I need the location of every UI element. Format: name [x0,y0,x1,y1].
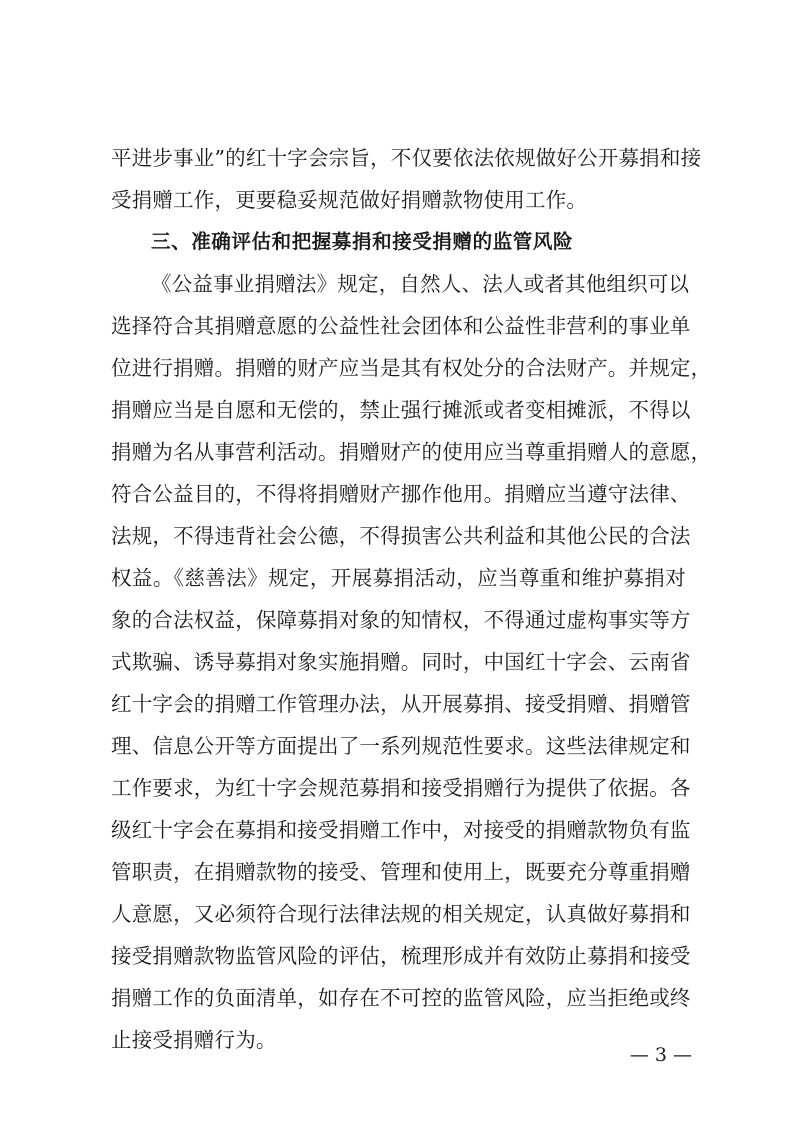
paragraph-line: 接受捐赠款物监管风险的评估，梳理形成并有效防止募捐和接受 [111,944,691,968]
paragraph-line: 捐赠应当是自愿和无偿的，禁止强行摊派或者变相摊派，不得以 [111,398,691,422]
paragraph-line: 权益。《慈善法》规定，开展募捐活动，应当尊重和维护募捐对 [111,566,686,590]
section-heading: 三、准确评估和把握募捐和接受捐赠的监管风险 [151,230,574,253]
paragraph-line: 管职责，在捐赠款物的接受、管理和使用上，既要充分尊重捐赠 [111,860,691,884]
page-number: — 3 — [629,1044,692,1066]
paragraph-line: 人意愿，又必须符合现行法律法规的相关规定，认真做好募捐和 [111,902,691,926]
paragraph-line: 平进步事业”的红十字会宗旨，不仅要依法依规做好公开募捐和接 [111,146,702,170]
paragraph-line: 级红十字会在募捐和接受捐赠工作中，对接受的捐赠款物负有监 [111,818,691,842]
paragraph-line: 位进行捐赠。捐赠的财产应当是其有权处分的合法财产。并规定， [111,356,712,380]
paragraph-line: 捐赠为名从事营利活动。捐赠财产的使用应当尊重捐赠人的意愿， [111,440,712,464]
paragraph-line: 选择符合其捐赠意愿的公益性社会团体和公益性非营利的事业单 [111,314,691,338]
paragraph-line: 理、信息公开等方面提出了一系列规范性要求。这些法律规定和 [111,734,691,758]
paragraph-line: 法规，不得违背社会公德，不得损害公共利益和其他公民的合法 [111,524,691,548]
paragraph-line: 符合公益目的，不得将捐赠财产挪作他用。捐赠应当遵守法律、 [111,482,691,506]
paragraph-line: 《公益事业捐赠法》规定，自然人、法人或者其他组织可以 [151,272,690,296]
paragraph-line: 工作要求，为红十字会规范募捐和接受捐赠行为提供了依据。各 [111,776,691,800]
paragraph-line: 红十字会的捐赠工作管理办法，从开展募捐、接受捐赠、捐赠管 [111,692,691,716]
paragraph-line: 捐赠工作的负面清单，如存在不可控的监管风险，应当拒绝或终 [111,986,691,1010]
paragraph-line: 式欺骗、诱导募捐对象实施捐赠。同时，中国红十字会、云南省 [111,650,691,674]
paragraph-line: 止接受捐赠行为。 [111,1028,277,1052]
paragraph-line: 象的合法权益，保障募捐对象的知情权，不得通过虚构事实等方 [111,608,691,632]
paragraph-line: 受捐赠工作，更要稳妥规范做好捐赠款物使用工作。 [111,188,588,212]
